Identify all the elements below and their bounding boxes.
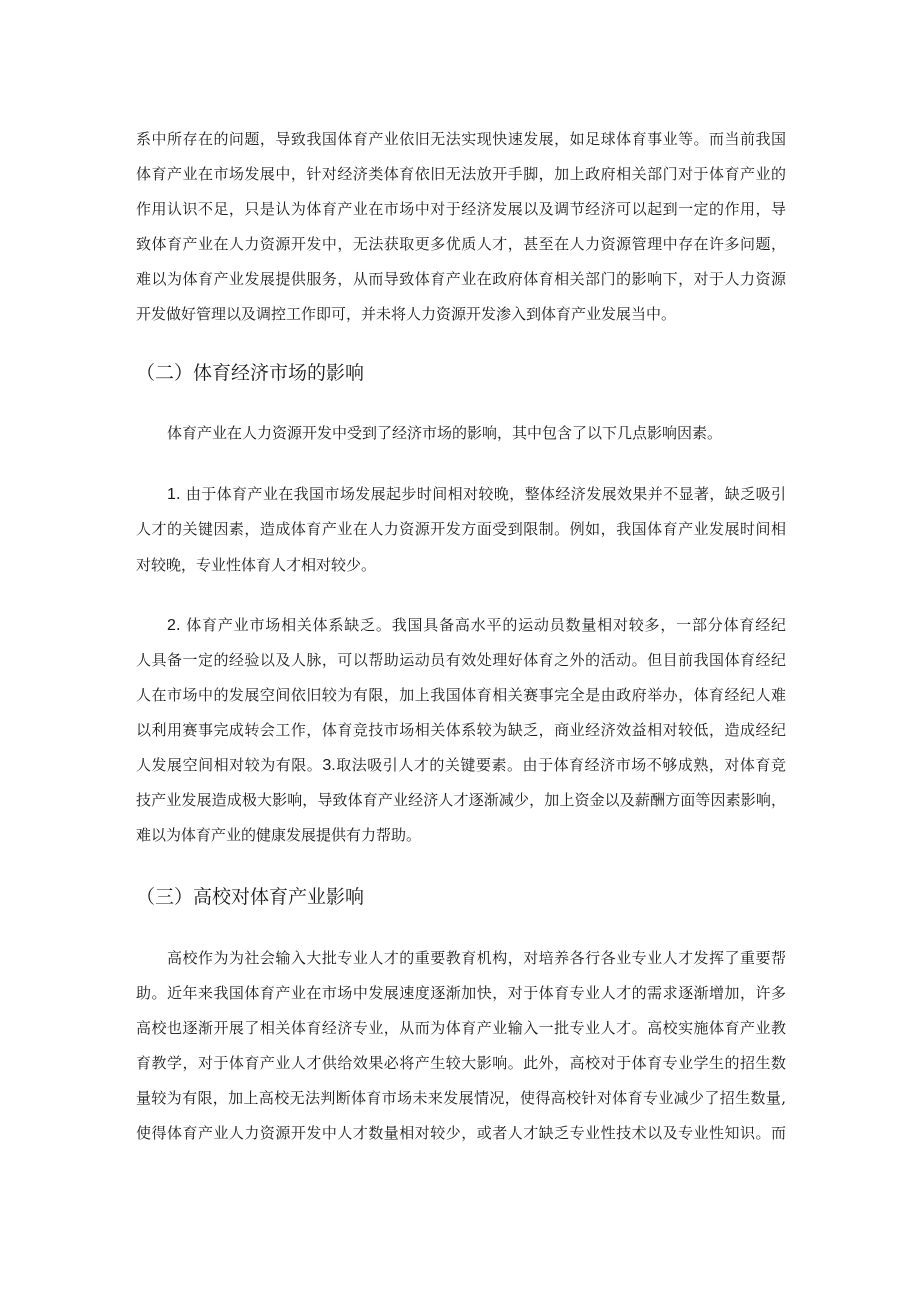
item-1-line-1 (167, 484, 786, 505)
item-2-line-6: 技产业发展造成极大影响，导致体育产业经济人才逐渐减少，加上资金以及薪酬方面等因素影响， (136, 791, 786, 809)
item-2-line-5 (136, 755, 786, 776)
paragraph-3-line-4: 育教学，对于体育产业人才供给效果必将产生较大影响。此外，高校对于体育专业学生的招生数 (136, 1054, 786, 1072)
paragraph-3-line-6: 使得体育产业人力资源开发中人才数量相对较少，或者人才缺乏专业性技术以及专业性知识。而 (136, 1124, 786, 1142)
paragraph-3-line-5: 量较为有限，加上高校无法判断体育市场未来发展情况，使得高校针对体育专业减少了招生数量, (136, 1089, 786, 1107)
item-1-number: 1 (167, 486, 176, 503)
paragraph-3-line-2: 助。近年来我国体育产业在市场中发展速度逐渐加快，对于体育专业人才的需求逐渐增加，许多 (136, 984, 786, 1002)
item-1-text: . 由于体育产业在我国市场发展起步时间相对较晚，整体经济发展效果并不显著，缺乏吸引 (175, 485, 786, 503)
item-1-line-3: 对较晚，专业性体育人才相对较少。 (136, 556, 377, 574)
item-2-line-2: 人具备一定的经验以及人脉，可以帮助运动员有效处理好体育之外的活动。但目前我国体育经纪 (136, 651, 786, 669)
paragraph-1-line-5: 难以为体育产业发展提供服务，从而导致体育产业在政府体育相关部门的影响下，对于人力资源 (136, 270, 786, 288)
paragraph-3-line-1: 高校作为为社会输入大批专业人才的重要教育机构，对培养各行各业专业人才发挥了重要帮 (167, 949, 786, 967)
item-2-line-5-after: 取法吸引人才的关键要素。由于体育经济市场不够成熟，对体育竞 (335, 756, 786, 774)
section-heading-3: （三）高校对体育产业影响 (136, 886, 365, 908)
item-2-number: 2 (167, 617, 176, 634)
paragraph-1-line-6: 开发做好管理以及调控工作即可，并未将人力资源开发渗入到体育产业发展当中。 (136, 305, 677, 323)
paragraph-2-line-1: 体育产业在人力资源开发中受到了经济市场的影响，其中包含了以下几点影响因素。 (167, 424, 723, 442)
item-2-line-1 (167, 615, 786, 636)
section-heading-2: （二）体育经济市场的影响 (136, 362, 365, 384)
paragraph-1-line-3: 作用认识不足，只是认为体育产业在市场中对于经济发展以及调节经济可以起到一定的作用，导 (136, 200, 786, 218)
paragraph-1-line-1: 系中所存在的问题，导致我国体育产业依旧无法实现快速发展，如足球体育事业等。而当前我国 (136, 130, 786, 148)
item-2-line-3: 人在市场中的发展空间依旧较为有限，加上我国体育相关赛事完全是由政府举办，体育经纪人难 (136, 686, 786, 704)
item-2-line-4: 以利用赛事完成转会工作，体育竞技市场相关体系较为缺乏，商业经济效益相对较低，造成经纪 (136, 721, 786, 739)
item-1-line-2: 人才的关键因素，造成体育产业在人力资源开发方面受到限制。例如，我国体育产业发展时间相 (136, 520, 786, 538)
item-2-text: . 体育产业市场相关体系缺乏。我国具备高水平的运动员数量相对较多，一部分体育经纪 (175, 616, 786, 634)
paragraph-1-line-2: 体育产业在市场发展中，针对经济类体育依旧无法放开手脚，加上政府相关部门对于体育产业的 (136, 165, 786, 183)
item-2-line-7: 难以为体育产业的健康发展提供有力帮助。 (136, 826, 422, 844)
item-2-line-5-before: 人发展空间相对较为有限。 (136, 756, 323, 774)
paragraph-1-line-4: 致体育产业在人力资源开发中，无法获取更多优质人才，甚至在人力资源管理中存在许多问题， (136, 235, 786, 253)
paragraph-3-line-3: 高校也逐渐开展了相关体育经济专业，从而为体育产业输入一批专业人才。高校实施体育产业教 (136, 1019, 786, 1037)
item-3-number: 3. (322, 757, 336, 774)
